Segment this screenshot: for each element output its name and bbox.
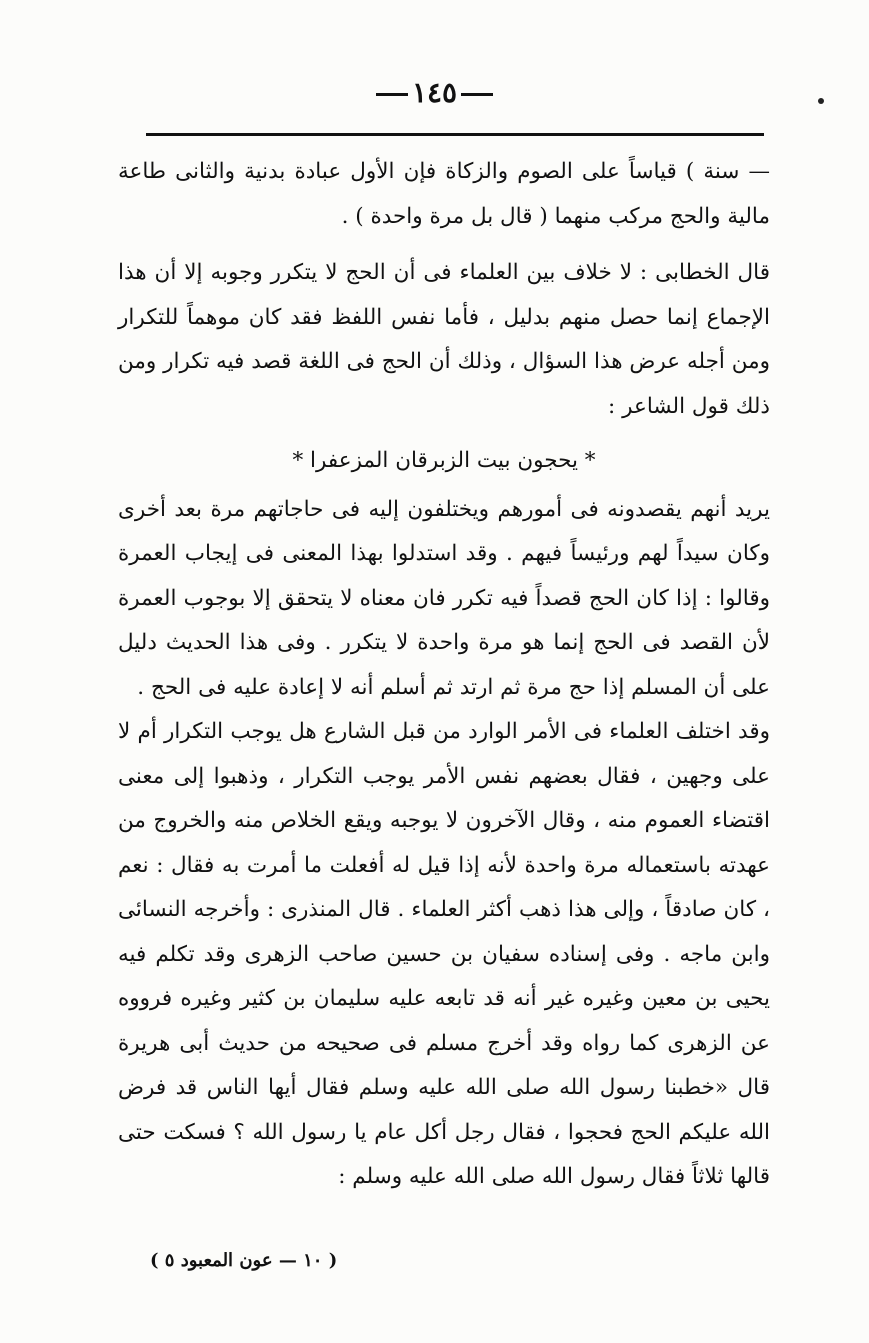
page-number xyxy=(0,76,869,109)
paragraph-4: وقد اختلف العلماء فى الأمر الوارد من قبل الشارع هل يوجب التكرار أم لا على وجهين ، فقال بعضهم نفس الأمر يوجب التكرار ، وذهبوا إلى معنى اقتضاء العموم منه ، وقال الآخرون لا يوجبه ويقع الخلاص منه والخروج من عهدته باستعماله مرة واحدة لأنه إذا قيل له أفعلت ما أمرت به فقال : نعم ، كان صادقاً ، وإلى هذا ذهب أكثر العلماء . قال المنذرى : وأخرجه النسائى وابن ماجه . وفى إسناده سفيان بن حسين صاحب الزهرى وقد تكلم فيه يحيى بن معين وغيره غير أنه قد تابعه عليه سليمان بن كثير وغيره فرووه عن الزهرى كما رواه وقد أخرج مسلم فى صحيحه من حديث أبى هريرة قال «خطبنا رسول الله صلى الله عليه وسلم فقال أيها الناس قد فرض الله عليكم الحج فحجوا ، فقال رجل أكل عام يا رسول الله ؟ فسكت حتى قالها ثلاثاً فقال رسول الله صلى الله عليه وسلم : xyxy=(118,719,770,1189)
header-rule xyxy=(146,133,764,136)
dash-left xyxy=(376,93,408,96)
ink-speck xyxy=(818,98,824,104)
page-number-text: ١٤٥ xyxy=(411,76,458,109)
paragraph-1: — سنة ) قياساً على الصوم والزكاة فإن الأول عبادة بدنية والثانى طاعة مالية والحج مركب منهما ( قال بل مرة واحدة ) . xyxy=(118,159,770,229)
footer-signature: ( ١٠ — عون المعبود ٥ ) xyxy=(150,1250,338,1271)
paragraph-2: قال الخطابى : لا خلاف بين العلماء فى أن الحج لا يتكرر وجوبه إلا أن هذا الإجماع إنما حصل منهم بدليل ، فأما نفس اللفظ فقد كان موهماً للتكرار ومن أجله عرض هذا السؤال ، وذلك أن الحج فى اللغة قصد فيه تكرار ومن ذلك قول الشاعر : xyxy=(118,260,770,419)
body-text xyxy=(118,150,770,1200)
verse-line: * يحجون بيت الزبرقان المزعفرا * xyxy=(292,448,596,473)
paragraph-3: يريد أنهم يقصدونه فى أمورهم ويختلفون إليه فى حاجاتهم مرة بعد أخرى وكان سيداً لهم ورئيساً فيهم . وقد استدلوا بهذا المعنى فى إيجاب العمرة وقالوا : إذا كان الحج قصداً فيه تكرر فان معناه لا يتحقق إلا بوجوب العمرة لأن القصد فى الحج إنما هو مرة واحدة لا يتكرر . وفى هذا الحديث دليل على أن المسلم إذا حج مرة ثم ارتد ثم أسلم أنه لا إعادة عليه فى الحج . xyxy=(118,496,770,700)
dash-right xyxy=(461,93,493,96)
